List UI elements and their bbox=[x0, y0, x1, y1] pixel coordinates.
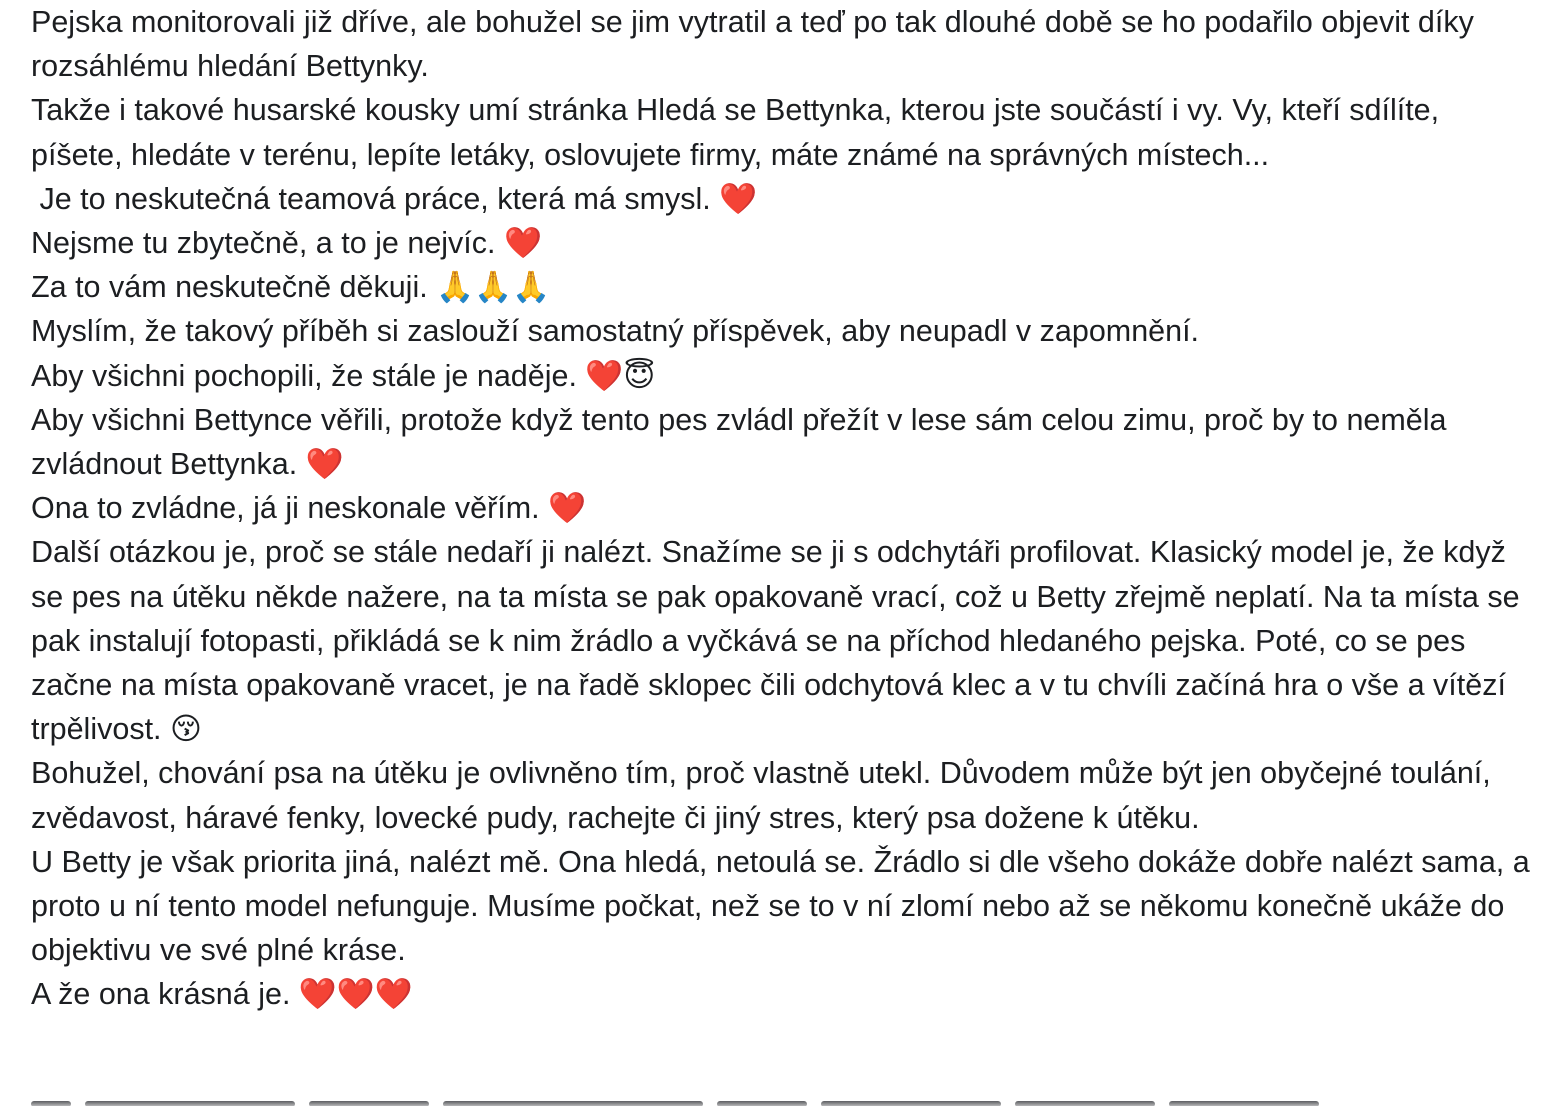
paragraph-9: Ona to zvládne, já ji neskonale věřím. ❤️ bbox=[31, 491, 587, 526]
paragraph-11: Bohužel, chování psa na útěku je ovlivněno tím, proč vlastně utekl. Důvodem může být jen obyčejné toulání, zvědavost, háravé fenky, lovecké pudy, rachejte či jiný stres, který psa dožene k útěku. bbox=[31, 756, 1500, 835]
paragraph-2: Takže i takové husarské kousky umí stránka Hledá se Bettynka, kterou jste součástí i vy. Vy, kteří sdílíte, píšete, hledáte v terénu, lepíte letáky, oslovujete firmy, máte známé na správných místech... bbox=[31, 93, 1448, 172]
paragraph-5: Za to vám neskutečně děkuji. 🙏🙏🙏 bbox=[31, 270, 551, 305]
paragraph-10: Další otázkou je, proč se stále nedaří ji nalézt. Snažíme se ji s odchytáři profilovat. Klasický model je, že když se pes na útěku někde nažere, na ta místa se pak opakovaně vrací, což u Betty zřejmě neplatí. Na ta místa se pak instalují fotopasti, přikládá se k nim žrádlo a vyčkává se na příchod hledaného pejska. Poté, co se pes začne na místa opakovaně vracet, je na řadě sklopec čili odchytová klec a v tu chvíli začíná hra o vše a vítězí trpělivost. 😚 bbox=[31, 535, 1529, 747]
paragraph-1: Pejska monitorovali již dříve, ale bohužel se jim vytratil a teď po tak dlouhé době se ho podařilo objevit díky rozsáhlému hledání Bettynky. bbox=[31, 5, 1483, 84]
paragraph-3: Je to neskutečná teamová práce, která má smysl. ❤️ bbox=[31, 181, 758, 216]
bottom-edge bbox=[0, 1100, 1554, 1106]
paragraph-7: Aby všichni pochopili, že stále je naděje. ❤️😇 bbox=[31, 358, 656, 393]
paragraph-13: A že ona krásná je. ❤️❤️❤️ bbox=[31, 977, 413, 1012]
paragraph-6: Myslím, že takový příběh si zaslouží samostatný příspěvek, aby neupadl v zapomnění. bbox=[31, 314, 1200, 349]
paragraph-4: Nejsme tu zbytečně, a to je nejvíc. ❤️ bbox=[31, 226, 542, 261]
post-text bbox=[31, 0, 1539, 1017]
paragraph-8: Aby všichni Bettynce věřili, protože když tento pes zvládl přežít v lese sám celou zimu, proč by to neměla zvládnout Bettynka. ❤️ bbox=[31, 402, 1455, 482]
paragraph-12: U Betty je však priorita jiná, nalézt mě. Ona hledá, netoulá se. Žrádlo si dle všeho dokáže dobře nalézt sama, a proto u ní tento model nefunguje. Musíme počkat, než se to v ní zlomí nebo až se někomu konečně ukáže do objektivu ve své plné kráse. bbox=[31, 844, 1539, 968]
